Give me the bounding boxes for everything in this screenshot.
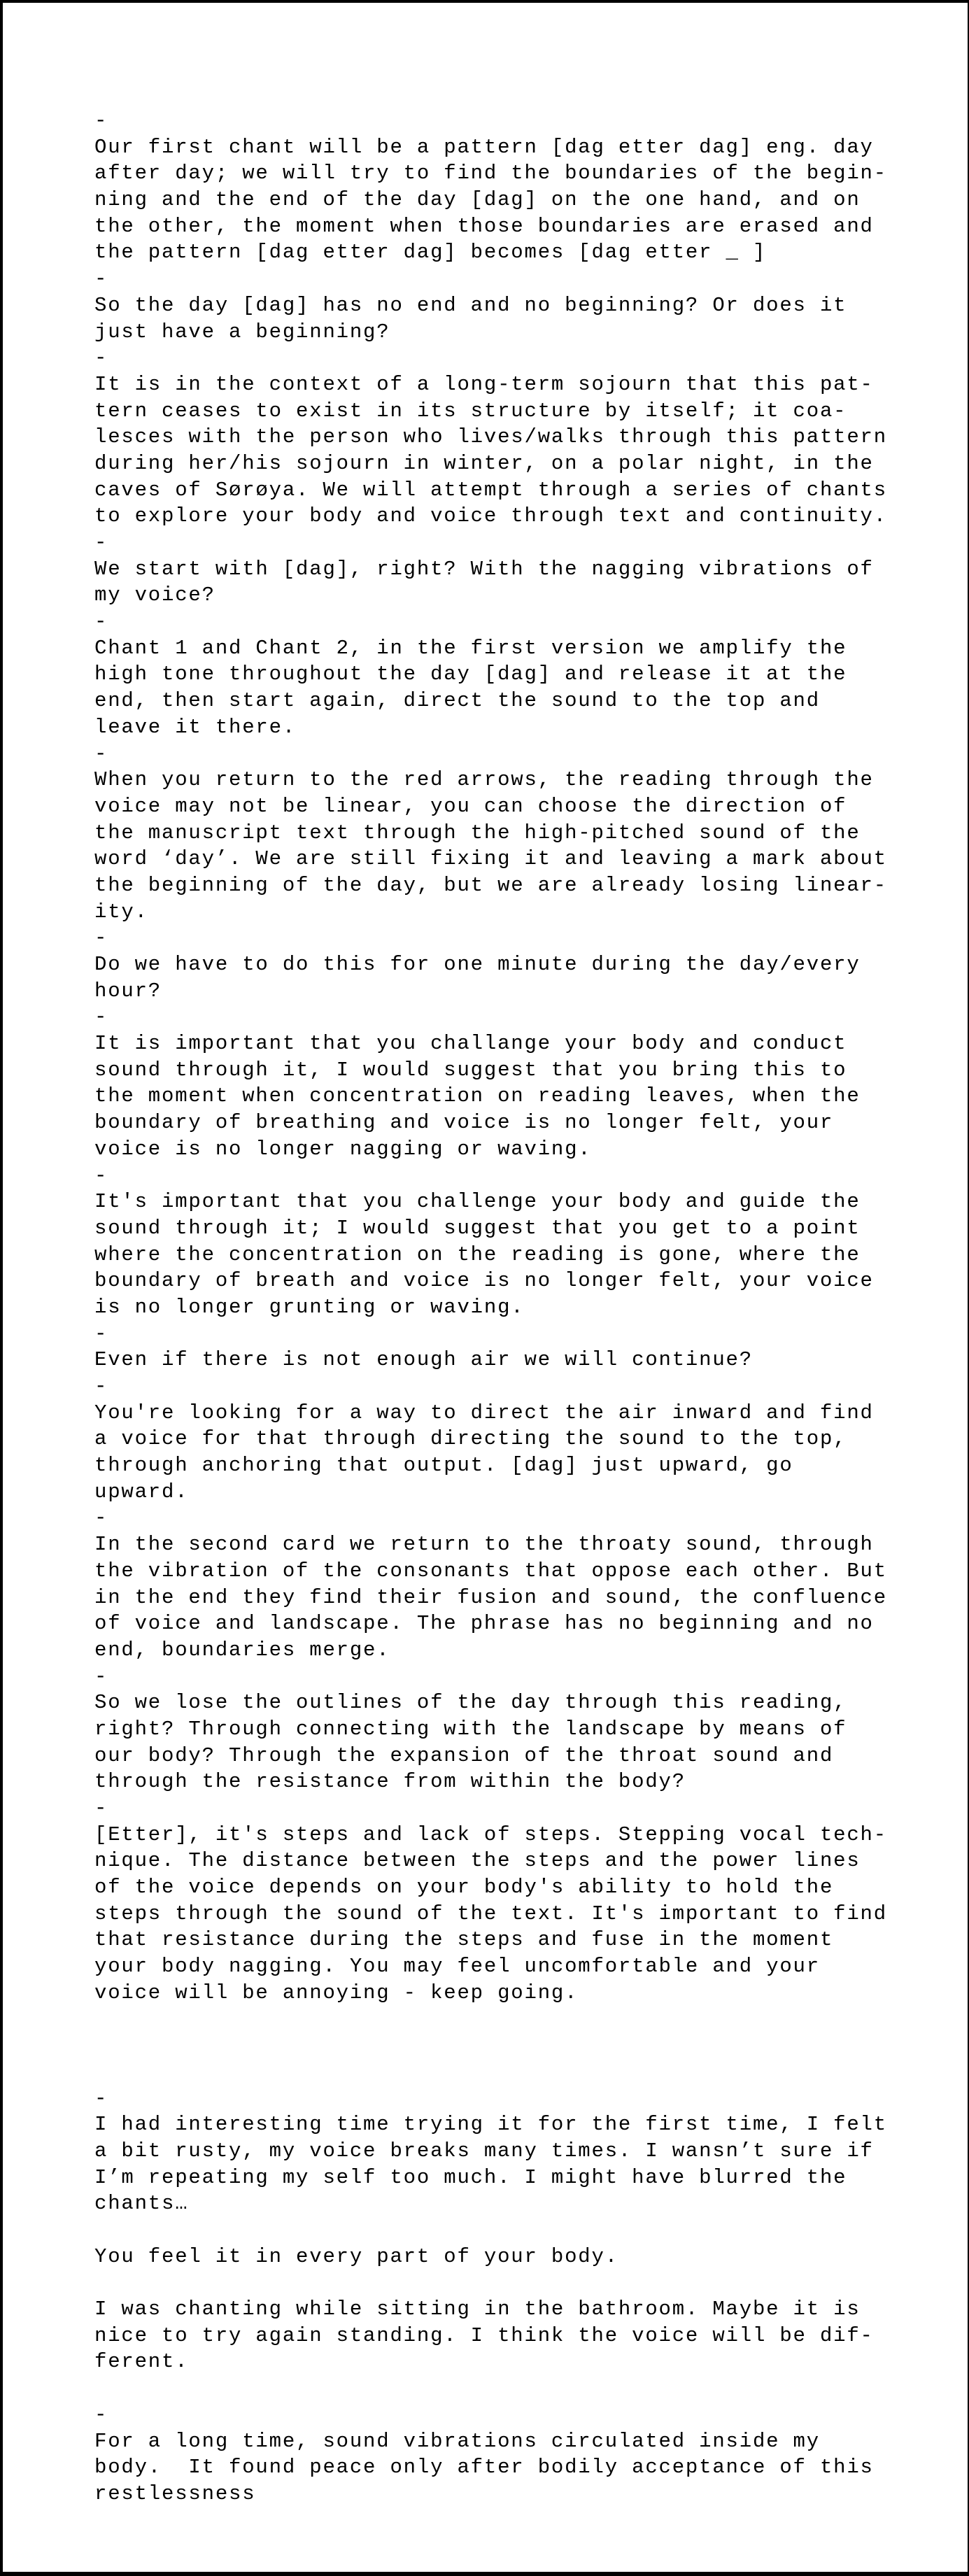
text-line: where the concentration on the reading is gone, where the <box>94 1243 861 1266</box>
text-line: It is in the context of a long-term sojourn that this pat- <box>94 372 874 396</box>
text-line: right? Through connecting with the landscape by means of <box>94 1717 847 1741</box>
text-line: Even if there is not enough air we will continue? <box>94 1348 753 1372</box>
text-line: in the end they find their fusion and sound, the confluence <box>94 1585 887 1609</box>
text-line: through anchoring that output. [dag] just upward, go <box>94 1454 793 1478</box>
text-line: the beginning of the day, but we are already losing linear- <box>94 873 887 897</box>
text-line: - <box>94 1322 108 1345</box>
text-line: is no longer grunting or waving. <box>94 1295 525 1319</box>
text-line: voice is no longer nagging or waving. <box>94 1137 592 1161</box>
text-line: leave it there. <box>94 715 297 739</box>
text-line: - <box>94 926 108 950</box>
text-line: end, then start again, direct the sound to the top and <box>94 689 820 713</box>
text-line: I was chanting while sitting in the bathroom. Maybe it is <box>94 2298 861 2321</box>
text-line: ferent. <box>94 2350 189 2374</box>
text-line: restlessness <box>94 2482 256 2505</box>
text-line: - <box>94 1797 108 1820</box>
text-line: of the voice depends on your body's ability to hold the <box>94 1876 834 1899</box>
text-line: during her/his sojourn in winter, on a polar night, in the <box>94 451 874 475</box>
text-line: - <box>94 1375 108 1398</box>
text-line: sound through it; I would suggest that you get to a point <box>94 1216 861 1240</box>
text-line: So the day [dag] has no end and no beginning? Or does it <box>94 293 847 317</box>
text-line: after day; we will try to find the boundaries of the begin- <box>94 162 887 185</box>
text-line: - <box>94 1664 108 1688</box>
text-line: chants… <box>94 2192 189 2216</box>
text-line: the pattern [dag etter dag] becomes [dag etter _ ] <box>94 241 767 264</box>
text-line: the manuscript text through the high-pitched sound of the <box>94 821 861 844</box>
text-line <box>94 2059 954 2086</box>
text-line <box>94 2270 954 2296</box>
text-line: Do we have to do this for one minute during the day/every <box>94 953 861 976</box>
text-line: ning and the end of the day [dag] on the one hand, and on <box>94 188 861 212</box>
text-line: nice to try again standing. I think the voice will be dif- <box>94 2323 874 2347</box>
transcript-text <box>3 3 968 2507</box>
text-line: Chant 1 and Chant 2, in the first version we amplify the <box>94 636 847 660</box>
text-line: voice may not be linear, you can choose the direction of <box>94 794 847 818</box>
text-line <box>94 2375 954 2402</box>
text-line: sound through it, I would suggest that you bring this to <box>94 1058 847 1082</box>
text-line: high tone throughout the day [dag] and release it at the <box>94 663 847 686</box>
text-line: of voice and landscape. The phrase has no beginning and no <box>94 1612 874 1636</box>
text-line <box>94 2032 954 2059</box>
text-line: ity. <box>94 900 148 923</box>
text-line: - <box>94 346 108 370</box>
text-line: It is important that you challange your body and conduct <box>94 1032 847 1056</box>
text-line: the other, the moment when those boundaries are erased and <box>94 214 874 238</box>
text-line: the vibration of the consonants that oppose each other. But <box>94 1559 887 1583</box>
text-line: - <box>94 742 108 765</box>
text-line <box>94 2007 954 2033</box>
text-line: my voice? <box>94 583 215 607</box>
text-line: When you return to the red arrows, the reading through the <box>94 768 874 792</box>
text-line: - <box>94 2086 108 2110</box>
text-line: We start with [dag], right? With the nagging vibrations of <box>94 557 874 581</box>
text-line: lesces with the person who lives/walks through this pattern <box>94 425 887 449</box>
text-line: hour? <box>94 979 162 1003</box>
text-line: that resistance during the steps and fuse in the moment <box>94 1928 834 1952</box>
text-line: our body? Through the expansion of the throat sound and <box>94 1743 834 1767</box>
text-line: steps through the sound of the text. It's important to find <box>94 1902 887 1925</box>
text-line: body. It found peace only after bodily acceptance of this <box>94 2456 874 2479</box>
text-line: I’m repeating my self too much. I might have blurred the <box>94 2165 847 2189</box>
text-line: nique. The distance between the steps and the power lines <box>94 1849 861 1873</box>
text-line: - <box>94 2402 108 2426</box>
text-line: [Etter], it's steps and lack of steps. Stepping vocal tech- <box>94 1823 887 1846</box>
text-line: upward. <box>94 1480 189 1503</box>
text-line: caves of Sørøya. We will attempt through a series of chants <box>94 478 887 502</box>
text-line: a voice for that through directing the sound to the top, <box>94 1427 847 1451</box>
text-line: - <box>94 1005 108 1029</box>
text-line: the moment when concentration on reading leaves, when the <box>94 1084 861 1108</box>
text-line: a bit rusty, my voice breaks many times. I wansn’t sure if <box>94 2139 874 2163</box>
text-line: It's important that you challenge your body and guide the <box>94 1190 861 1214</box>
text-line <box>94 2217 954 2244</box>
text-line: In the second card we return to the throaty sound, through <box>94 1533 874 1557</box>
text-line: For a long time, sound vibrations circulated inside my <box>94 2429 820 2453</box>
text-line: So we lose the outlines of the day through this reading, <box>94 1691 847 1715</box>
text-line: boundary of breath and voice is no longer felt, your voice <box>94 1269 874 1293</box>
text-line: - <box>94 610 108 634</box>
text-line: You're looking for a way to direct the air inward and find <box>94 1401 874 1424</box>
text-line: I had interesting time trying it for the first time, I felt <box>94 2113 887 2137</box>
text-line: - <box>94 1163 108 1187</box>
text-line: voice will be annoying - keep going. <box>94 1981 579 2004</box>
text-line: - <box>94 267 108 291</box>
text-line: Our first chant will be a pattern [dag etter dag] eng. day <box>94 135 874 159</box>
text-line: tern ceases to exist in its structure by itself; it coa- <box>94 399 847 423</box>
text-line: - <box>94 531 108 554</box>
text-line: through the resistance from within the body? <box>94 1770 686 1794</box>
text-line: - <box>94 109 108 132</box>
text-line: word ‘day’. We are still fixing it and leaving a mark about <box>94 847 887 871</box>
text-line: to explore your body and voice through text and continuity. <box>94 504 887 528</box>
text-line: boundary of breathing and voice is no longer felt, your <box>94 1111 834 1135</box>
text-line: - <box>94 1506 108 1530</box>
text-line: your body nagging. You may feel uncomfortable and your <box>94 1955 820 1979</box>
text-line: end, boundaries merge. <box>94 1638 390 1662</box>
text-line: just have a beginning? <box>94 320 390 344</box>
text-line: You feel it in every part of your body. <box>94 2244 618 2268</box>
